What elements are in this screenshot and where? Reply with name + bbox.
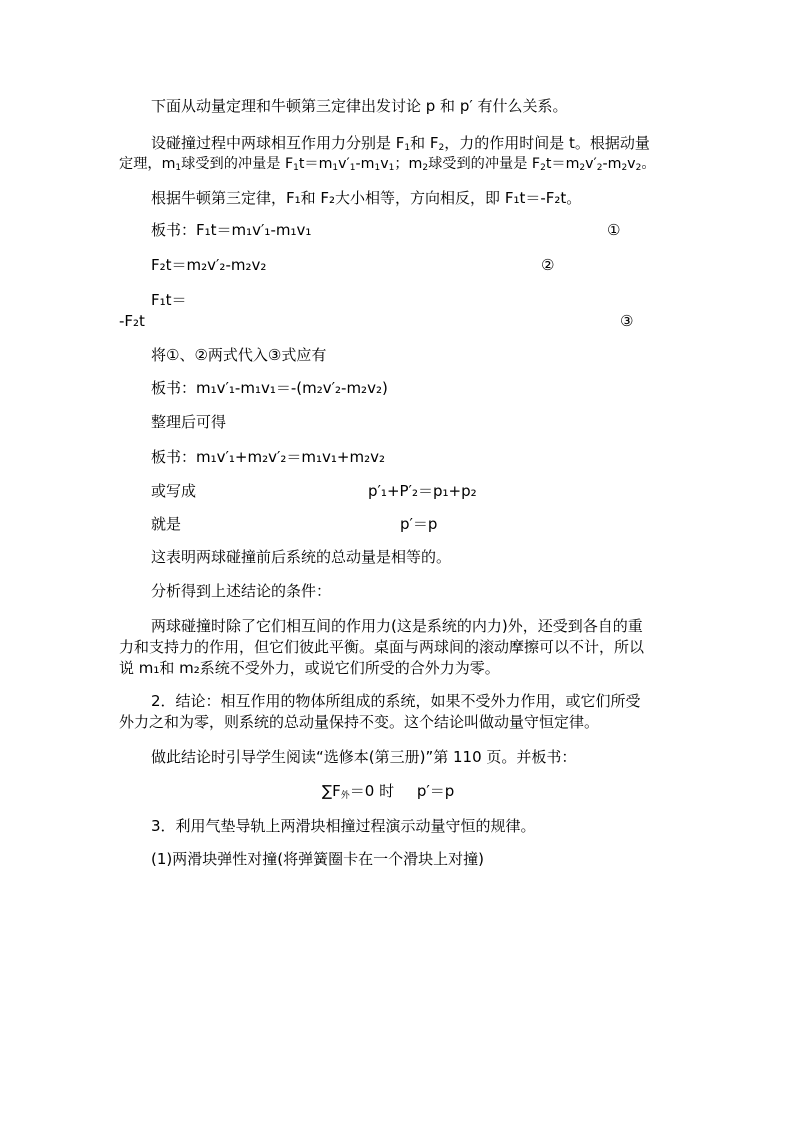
item-3-heading: 3．利用气垫导轨上两滑块相撞过程演示动量守恒的规律。	[151, 817, 536, 835]
equation-5: 板书：m₁v′₁+m₂v′₂＝m₁v₁+m₂v₂	[151, 448, 386, 466]
equation-7: p′＝p	[400, 515, 438, 533]
conservation-law-formula: $\sum F_外=0$ 时 p′＝p	[322, 782, 455, 801]
conclusion-line1: 2．结论：相互作用的物体所组成的系统，如果不受外力作用，或它们所受	[151, 692, 641, 710]
intro-line: 下面从动量定理和牛顿第三定律出发讨论 p 和 p′ 有什么关系。	[151, 97, 568, 115]
equation-2-marker: ②	[541, 256, 555, 274]
conclusion-line2: 外力之和为零，则系统的总动量保持不变。这个结论叫做动量守恒定律。	[119, 713, 600, 731]
momentum-theorem-line1: 设碰撞过程中两球相互作用力分别是 $F_1$和 $F_2$，力的作用时间是 t。根据动量	[151, 134, 650, 153]
guide-reading-line: 做此结论时引导学生阅读“选修本(第三册)”第 110 页。并板书：	[151, 748, 577, 766]
or-write-label: 或写成	[151, 482, 197, 500]
condition-para-line2: 力和支持力的作用，但它们彼此平衡。桌面与两球间的滚动摩擦可以不计，所以	[119, 638, 645, 656]
equation-1-marker: ①	[607, 221, 621, 239]
condition-para-line1: 两球碰撞时除了它们相互间的作用力(这是系统的内力)外，还受到各自的重	[151, 617, 643, 635]
item-3-1: (1)两滑块弹性对撞(将弹簧圈卡在一个滑块上对撞)	[151, 850, 484, 868]
that-is-label: 就是	[151, 515, 182, 533]
equation-3-part-a: F₁t＝	[151, 291, 187, 309]
newton-third-law-line: 根据牛顿第三定律，F₁和 F₂大小相等，方向相反，即 F₁t＝-F₂t。	[151, 189, 582, 207]
equation-1: 板书：F₁t＝m₁v′₁-m₁v₁	[151, 221, 312, 239]
condition-heading: 分析得到上述结论的条件：	[151, 582, 332, 600]
equation-3-marker: ③	[620, 312, 634, 330]
conclusion-total-momentum: 这表明两球碰撞前后系统的总动量是相等的。	[151, 548, 452, 566]
equation-6: p′₁+P′₂＝p₁+p₂	[368, 482, 477, 500]
substitute-line: 将①、②两式代入③式应有	[151, 346, 327, 364]
arrange-line: 整理后可得	[151, 413, 227, 431]
equation-3-part-b: -F₂t	[119, 312, 145, 330]
condition-para-line3: 说 m₁和 m₂系统不受外力，或说它们所受的合外力为零。	[119, 659, 500, 677]
equation-4: 板书：m₁v′₁-m₁v₁＝-(m₂v′₂-m₂v₂)	[151, 379, 388, 397]
momentum-theorem-line2: 定理，$m_1$球受到的冲量是 $F_1t=m_1v'_1-m_1v_1$；$m_2$球受到的冲量是 $F_2t=m_2v'_2-m_2v_2$。	[119, 156, 656, 173]
equation-2: F₂t＝m₂v′₂-m₂v₂	[151, 256, 267, 274]
